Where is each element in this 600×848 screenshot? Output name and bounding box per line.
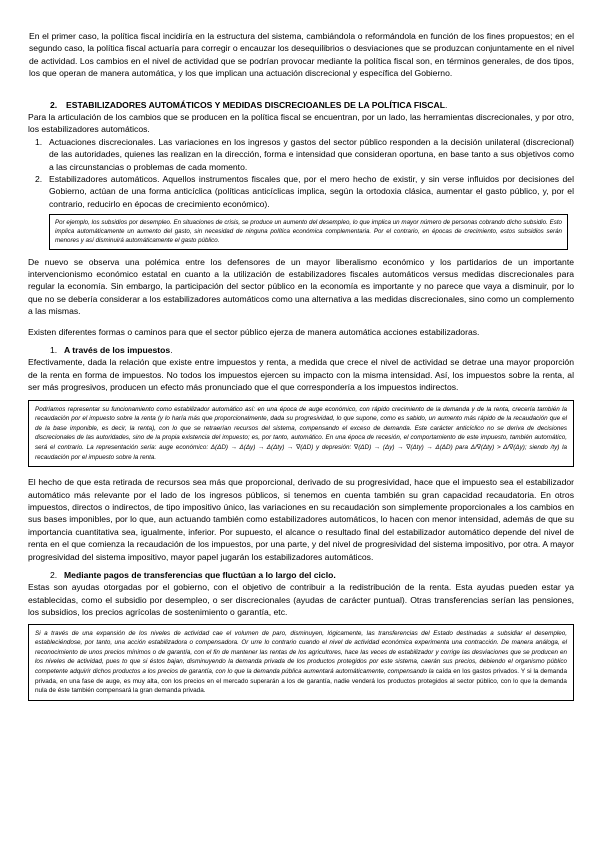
list-item xyxy=(35,136,574,173)
section-number: 2. xyxy=(50,99,58,110)
subsection-heading-taxes xyxy=(50,344,574,356)
document-page xyxy=(28,30,574,707)
section-heading xyxy=(50,99,574,111)
section-lead: Para la articulación de los cambios que se producen en la política fiscal se encuentran, por un lado, las herramientas discrecionales, y por otro, los estabilizadores automáticos. xyxy=(28,112,574,135)
subsection-heading-transfers xyxy=(50,569,574,581)
debate-paragraph: De nuevo se observa una polémica entre los defensores de un mayor liberalismo económico y los partidarios de un importante intervencionismo económico estatal en cuanto a la utilización de estabilizadores fiscales automáticos versus medidas discrecionales para regular la economía. Sin embargo, la participación del sector público en la economía es importante y no parece que vaya a disminuir, por lo que no se debería considerar a los estabilizadores automáticos como una alternativa a las medidas discrecionales, sino como un complemento a las mismas. xyxy=(28,256,574,317)
subsection-title: A través de los impuestos xyxy=(64,345,171,355)
subsection-title-end: . xyxy=(170,345,173,355)
subsection-title: Mediante pagos de transferencias que fluctúan a lo largo del ciclo. xyxy=(64,570,336,581)
list-marker: 1. xyxy=(35,136,43,147)
subsection-number: 1. xyxy=(50,345,58,355)
transfers-paragraph: Estas son ayudas otorgadas por el gobierno, con el objetivo de contribuir a la redistribución de la renta. Esta ayudas pueden estar ya establecidas, como el subsidio por desempleo, o ser discrecionales (ayudas de carácter puntual). Otras transferencias serían las pensiones, los subsidios, los precios agrícolas de sostenimiento o garantía, etc. xyxy=(28,582,574,618)
ways-paragraph: Existen diferentes formas o caminos para que el sector público ejerza de manera automática acciones estabilizadoras. xyxy=(28,326,480,337)
list-item-text: Actuaciones discrecionales. Las variaciones en los ingresos y gastos del sector público responden a la decisión unilateral (discrecional) de las autoridades, quienes las realizan en la dirección, forma e intensidad que consideran oportuna, en base tanto a sus objetivos como a las circunstancias o problemas de cada momento. xyxy=(49,136,574,172)
transfers-box-italic-text: Si a través de una expansión de los niveles de actividad cae el volumen de paro, disminuyen, lógicamente, las transferencias del Estado destinadas a subsidiar el desempleo, estableciéndose, por tanto, una acción estabilizadora o compensadora. Or urre lo contrario cuando el nivel de actividad económica experimenta una contracción. De manera análoga, el reconocimiento de unos precios mínimos o de garantía, con el fin de mantener las rentas de los agricultores, hace las veces de estabilizador y corrige las desviaciones que se producen en los niveles de actividad, pues to que si éstos bajan, disminuyendo la demanda privada de los productos protegidos por este sistema, caerán sus precios, debiendo el organismo público competente adquirir dichos productos a los precios de garantía, con lo que la demanda pública aumentará automáticamente, compensando la xyxy=(35,629,567,676)
taxes-paragraph-2: El hecho de que esta retirada de recursos sea más que proporcional, derivado de su progresividad, hace que el impuesto sea el estabilizador automático más relevante por el lado de los ingresos públicos, si tenemos en cuenta también su gran capacidad recaudatoria. En otros impuestos, directos o indirectos, de tipo impositivo único, las variaciones en su recaudación son simplemente proporcionales a los cambios en sus bases imponibles, por lo que, aun actuando también como estabilizadores automáticos, lo hacen con menor intensidad, además de que su importancia cuantitativa sea, igualmente, inferior. Por supuesto, el alcance o resultado final del estabilizador automático depende del nivel de renta en el que comienza la recaudación de los impuestos, por una parte, y del nivel de progresividad del sistema impositivo, por otra. A mayor progresividad del sistema impositivo, mayor papel jugarán los estabilizadores automáticos. xyxy=(28,477,574,562)
section-title: ESTABILIZADORES AUTOMÁTICOS Y MEDIDAS DISCRECIOANLES DE LA POLÍTICA FISCAL xyxy=(66,99,445,110)
list-item-text: Estabilizadores automáticos. Aquellos instrumentos fiscales que, por el mero hecho de existir, y sin verse influidos por decisiones del Gobierno, actúan de una forma anticíclica (políticas anticíclicas implica, según la ortodoxia clásica, aumentar el gasto público, y, por el contrario, reducirlo en épocas de crecimiento económico). xyxy=(49,174,574,209)
tools-list xyxy=(28,136,574,210)
list-item xyxy=(35,173,574,210)
transfers-example-box xyxy=(28,624,574,701)
taxes-paragraph: Efectivamente, dada la relación que existe entre impuestos y renta, a medida que crece el nivel de actividad se detrae una mayor proporción de la renta en forma de impuestos. No todos los impuestos ejercen su impacto con la misma intensidad. Así, los impuestos sobre la renta, al ser más progresivos, producen un efecto más pronunciado que el que correspondería a los impuestos indirectos. xyxy=(28,357,574,393)
example-box: Por ejemplo, los subsidios por desempleo. En situaciones de crisis, se produce un aumento del desempleo, lo que implica un mayor número de personas cobrando dicho subsidio. Esto implica automáticamente un aumento del gasto, sin necesidad de ninguna política económica complementaria. Por el contrario, en épocas de crecimiento, estos subsidios serán menores y así disminuirá automáticamente el gasto público. xyxy=(49,214,568,249)
taxes-example-box: Podríamos representar su funcionamiento como estabilizador automático así: en una época de auge económico, con rápido crecimiento de la demanda y de la renta, crecería también la recaudación por el impuesto sobre la renta (y lo haría más que proporcionalmente, dada su progresividad, lo que supone, como es sabido, un aumento más rápido de la recaudación que el de la base imponible, es decir, la renta), con lo que se retraerían recursos del sistema, compensando el exceso de demanda. Este carácter anticíclico no se deriva de decisiones discrecionales de las autoridades, sino de la propia existencia del impuesto; es, por tanto, automático. En una época de recesión, el comportamiento de este impuesto, también automático, será el contrario. La representación sería: auge económico: Δ(ΔD) → Δ(Δy) → Δ(Δty) → ∇(ΔD) y depresión: ∇(ΔD) → (Δy) → ∇(Δty) → Δ(ΔD) para Δ/∇(Δty) > Δ/∇(Δy); siendo /ty) la recaudación por el impuesto sobre la renta. xyxy=(28,400,574,468)
list-marker: 2. xyxy=(35,174,43,185)
intro-paragraph: En el primer caso, la política fiscal incidiría en la estructura del sistema, cambiándola o reformándola en función de los fines propuestos; en el segundo caso, la política fiscal actuaría para corregir o encauzar los desequilibrios o desviaciones que se produzcan conjuntamente en el nivel de actividad. Los cambios en el nivel de actividad que se podrían provocar mediante la política fiscal son, en términos generales, de dos tipos, los que operan de manera automática, y los que implican una actuación discrecional y específica del Gobierno. xyxy=(29,31,574,79)
subsection-number: 2. xyxy=(50,570,58,581)
section-title-end: . xyxy=(444,99,448,110)
transfers-box-plain-text: caída en los gastos privados. Y si la demanda privada, en una fase de auge, es muy alta, con los precios en el mercado superarán a los de garantía, nadie venderá los productos protegidos al sector público, con lo que la demanda nula de éste también compensará la gran demanda privada. xyxy=(35,668,568,695)
